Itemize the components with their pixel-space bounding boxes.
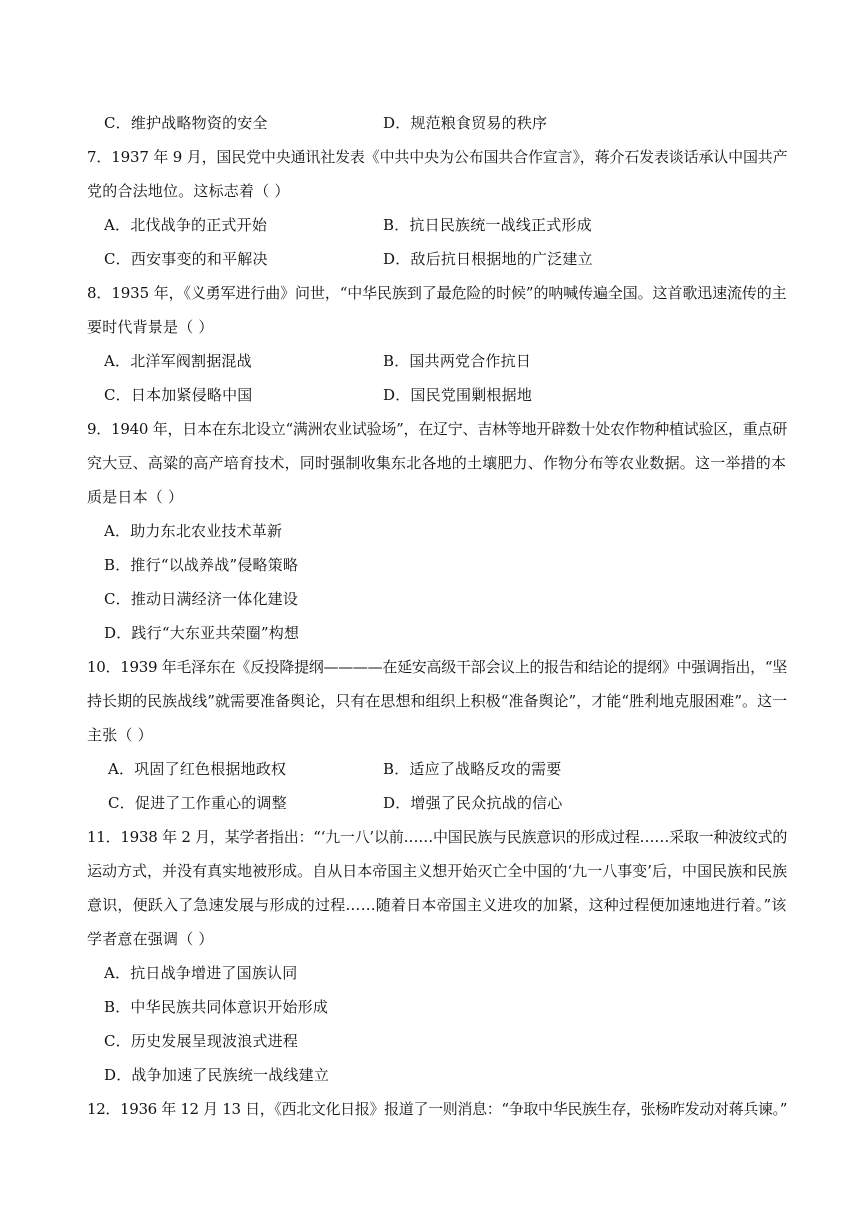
q10-option-d: D．增强了民众抗战的信心 (383, 794, 563, 812)
q7-stem-line-2: 党的合法地位。这标志着（ ） (87, 182, 290, 200)
q9-option-a: A．助力东北农业技术革新 (104, 522, 283, 540)
q9-option-b: B．推行“以战养战”侵略策略 (104, 556, 299, 574)
q8-option-b: B．国共两党合作抗日 (383, 352, 532, 370)
q9-stem-line-2: 究大豆、高粱的高产培育技术，同时强制收集东北各地的土壤肥力、作物分布等农业数据。这一举措的本 (87, 454, 787, 472)
q12-stem-line-1: 12．1936 年 12 月 13 日，《西北文化日报》报道了一则消息：“争取中华民族生存，张杨昨发动对蒋兵谏。” (87, 1100, 788, 1118)
q10-stem-line-3: 主张（ ） (87, 726, 153, 744)
q6-option-c: C．维护战略物资的安全 (104, 114, 268, 132)
q10-stem-line-2: 持长期的民族战线”就需要准备舆论，只有在思想和组织上积极“准备舆论”，才能“胜利地克服困难”。这一 (87, 692, 788, 710)
q8-option-c: C．日本加紧侵略中国 (104, 386, 253, 404)
q9-stem-line-3: 质是日本（ ） (87, 488, 184, 506)
q11-option-a: A．抗日战争增进了国族认同 (104, 964, 298, 982)
q10-option-a: A．巩固了红色根据地政权 (108, 760, 287, 778)
q7-stem-line-1: 7．1937 年 9 月，国民党中央通讯社发表《中共中央为公布国共合作宣言》，蒋介石发表谈话承认中国共产 (87, 148, 788, 166)
q8-option-a: A．北洋军阀割据混战 (104, 352, 252, 370)
q8-stem-line-2: 要时代背景是（ ） (87, 318, 214, 336)
q11-option-b: B．中华民族共同体意识开始形成 (104, 998, 329, 1016)
q11-option-d: D．战争加速了民族统一战线建立 (104, 1066, 330, 1084)
q7-option-c: C．西安事变的和平解决 (104, 250, 268, 268)
q10-option-c: C．促进了工作重心的调整 (108, 794, 287, 812)
q6-option-d: D．规范粮食贸易的秩序 (383, 114, 548, 132)
q7-option-d: D．敌后抗日根据地的广泛建立 (383, 250, 593, 268)
q10-stem-line-1: 10．1939 年毛泽东在《反投降提纲————在延安高级干部会议上的报告和结论的提纲》中强调指出，“坚 (87, 658, 787, 676)
q11-option-c: C．历史发展呈现波浪式进程 (104, 1032, 299, 1050)
q11-stem-line-1: 11．1938 年 2 月，某学者指出：“‘九一八’以前……中国民族与民族意识的形成过程……采取一种波纹式的 (87, 828, 788, 846)
q9-stem-line-1: 9．1940 年，日本在东北设立“满洲农业试验场”，在辽宁、吉林等地开辟数十处农作物种植试验区，重点研 (87, 420, 788, 438)
q7-option-b: B．抗日民族统一战线正式形成 (383, 216, 592, 234)
q8-stem-line-1: 8．1935 年，《义勇军进行曲》问世，“中华民族到了最危险的时候”的呐喊传遍全国。这首歌迅速流传的主 (87, 284, 787, 302)
q9-option-c: C．推动日满经济一体化建设 (104, 590, 299, 608)
q11-stem-line-3: 意识，便跃入了急速发展与形成的过程……随着日本帝国主义进攻的加紧，这种过程便加速地进行着。”该 (87, 896, 787, 914)
q8-option-d: D．国民党围剿根据地 (383, 386, 533, 404)
q11-stem-line-2: 运动方式，并没有真实地被形成。自从日本帝国主义想开始灭亡全中国的‘九一八事变’后，中国民族和民族 (87, 862, 788, 880)
q7-option-a: A．北伐战争的正式开始 (104, 216, 268, 234)
q10-option-b: B．适应了战略反攻的需要 (383, 760, 562, 778)
q11-stem-line-4: 学者意在强调（ ） (87, 930, 214, 948)
q9-option-d: D．践行“大东亚共荣圈”构想 (104, 624, 300, 642)
